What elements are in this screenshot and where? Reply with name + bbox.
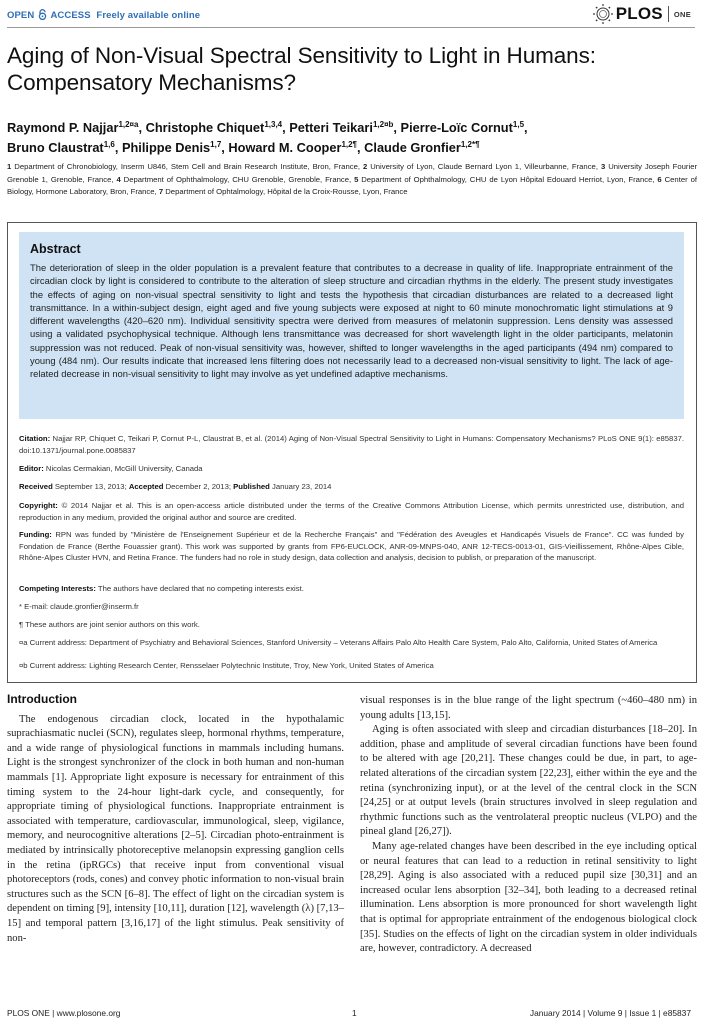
plos-one-logo [592, 3, 691, 25]
author: Petteri Teikari$^{1,2¤b}$, [289, 120, 401, 135]
journal-header [7, 6, 697, 26]
citation: Citation: Najjar RP, Chiquet C, Teikari P, Cornut P-L, Claustrat B, et al. (2014) Aging of Non-Visual Spectral Sensitivity to Light in Humans: Compensatory Mechanisms? PLoS ONE 9(1): e85837. doi:10.1371/journal.pone.0085837 [19, 434, 685, 455]
freely-available-label: Freely available online [96, 10, 201, 21]
page-number: 1 [352, 1008, 357, 1018]
author: Christophe Chiquet$^{1,3,4}$, [145, 120, 290, 135]
introduction-heading: Introduction [7, 692, 77, 706]
author-list [7, 118, 697, 158]
author: Raymond P. Najjar$^{1,2¤a}$, [7, 120, 146, 135]
logo-divider [668, 6, 669, 22]
abstract-text: The deterioration of sleep in the older population is a prevalent feature that contributes to a decrease in quality of life. Inappropriate entrainment of the circadian clock by light is considered to contribute to the alteration of sleep structure and circadian rhythms in the elderly. The present study investigates the effects of aging on non-visual spectral sensitivity to light and tests the hypothesis that circadian disturbances are related to a decreased light transmittance. In a within-subject design, eight aged and five young subjects were exposed at night to 60 minute monochromatic light stimulations at 9 different wavelengths (420–620 nm). Individual sensitivity spectra were derived from measures of melatonin suppression. Lens density was assessed using a validated psychophysical technique. Although lens transmittance was decreased for short wavelength light in the older participants, melatonin suppression was not reduced. Peak of non-visual sensitivity was, however, shifted to longer wavelengths in the aged participants (494 nm) compared to young (484 nm). Our results indicate that increased lens filtering does not necessarily lead to a decreased non-visual sensitivity to light. The lack of age-related decrease in non-visual sensitivity to light may involve as yet undefined adaptive mechanisms. [30, 262, 673, 380]
author: Pierre-Loïc Cornut$^{1,5}$, [400, 120, 528, 135]
competing-interests: Competing Interests: The authors have declared that no competing interests exist. [19, 584, 304, 593]
open-lock-icon [38, 9, 47, 20]
open-access-label: OPEN [7, 10, 35, 21]
affiliations: 1 Department of Chronobiology, Inserm U846, Stem Cell and Brain Research Institute, Bron, France, 2 University of Lyon, Claude Bernard Lyon 1, Villeurbanne, France, 3 University Joseph Fourier Grenoble 1, Grenoble, France, 4 Department of Ophthalmology, CHU Grenoble, Grenoble, France, 5 Department of Ophthalmology, CHU de Lyon Hôpital Edouard Herriot, Lyon, France, 6 Center of Biology, Hormone Laboratory, Bron, France, 7 Department of Ophtalmology, Hôpital de la Croix-Rousse, Lyon, France [7, 162, 698, 197]
journal-site: PLOS ONE | www.plosone.org [7, 1008, 121, 1018]
author: Howard M. Cooper$^{1,2\P}$, [228, 140, 365, 155]
body-paragraph: visual responses is in the blue range of the light spectrum (~460–480 nm) in young adults [13,15]. [360, 695, 697, 721]
joint-senior-note: ¶ These authors are joint senior authors on this work. [19, 620, 200, 629]
corresponding-email[interactable]: * E-mail: claude.gronfier@inserm.fr [19, 602, 139, 611]
plos-sun-icon [592, 3, 614, 25]
article-title: Aging of Non-Visual Spectral Sensitivity to Light in Humans: Compensatory Mechanisms? [7, 43, 596, 95]
editor: Editor: Nicolas Cermakian, McGill University, Canada [19, 464, 203, 473]
author: Philippe Denis$^{1,7}$, [121, 140, 229, 155]
copyright: Copyright: © 2014 Najjar et al. This is an open-access article distributed under the terms of the Creative Commons Attribution License, which permits unrestricted use, distribution, and reproduction in any medium, provided the original author and source are credited. [19, 501, 685, 522]
access-label: ACCESS [50, 10, 91, 21]
body-paragraph: Many age-related changes have been described in the eye including optical or neural features that can lead to a reduction in retinal sensitivity to light [28,29]. Aging is also associated with a reduced pupil size [30,31] and an increased ocular lens absorption [32–34], both leading to a decreased retinal illumination. Lens absorption is more pronounced for short wavelength light that is optimal for appropriate entrainment of the endogenous biological clock [35]. Studies on the effects of light on the circadian system in older individuals are, however, contradictory. A decreased [360, 840, 697, 955]
abstract-panel [19, 232, 684, 419]
body-paragraph: The endogenous circadian clock, located in the hypothalamic suprachiasmatic nuclei (SCN), regulates sleep, hormonal rhythms, temperature, and a wide range of physiological functions in mammals including humans. Light is the strongest synchronizer of the clock in both human and non-human mammals [1]. Appropriate light exposure is necessary for entrainment of this timing system to the 24-hour light-dark cycle, and consequently, for appropriate timing of physiological functions. Inappropriate entrainment is associated with temperature, cardiovascular, immunological, sleep, vigilance, memory, and neurocognitive alterations [2–5]. Circadian photo-entrainment is mediated by intrinsically photoreceptive melanopsin expressing ganglion cells in the retina (ipRGCs) that receive input from conventional visual photoreceptors (rods, cones) and convey photic information to non-visual brain structures such as the SCN [6–8]. The effect of light on the circadian system is dependent on timing [9], intensity [10,11], duration [12], wavelength (λ) [7,13–15] and temporal pattern [3,16,17] of the light stimulus. Peak sensitivity of non- [7, 713, 344, 944]
current-address-b: ¤b Current address: Lighting Research Center, Rensselaer Polytechnic Institute, Troy, New York, United States of America [19, 661, 434, 670]
body-column-right [360, 694, 697, 957]
author: Claude Gronfier$^{1,2*\P}$ [364, 140, 480, 155]
body-paragraph: Aging is often associated with sleep and circadian disturbances [18–20]. In addition, phase and amplitude of several circadian functions have been found to be altered with age [20,21]. These changes could be due, in part, to age-related alterations of the circadian system [22,23], either within the eye and the retina (synchronizing input), or at the level of the central clock in the SCN [24,25] or at output levels (brain structures involved in sleep regulation and rhythmic functions such as the ventrolateral preoptic nucleus (VLPO) and the pineal gland [26,27]). [360, 724, 697, 838]
abstract-heading: Abstract [30, 242, 81, 256]
current-address-a: ¤a Current address: Department of Psychiatry and Behavioral Sciences, Stanford University – Veterans Affairs Palo Alto Health Care System, Palo Alto, California, United States of America [19, 638, 658, 647]
plos-wordmark: PLOS [615, 4, 663, 23]
funding: Funding: RPN was funded by "Ministère de l'Enseignement Supérieur et de la Recherche Français" and "Fédération des Aveugles et Handicapés Visuels de France". CC was funded by Fondation de France (Berthe Fouassier grant). This work was supported by grants from FP6-EUCLOCK, ANR-09-MNPS-040, ANR 12-TECS-0013-01, GIS-Vieillissement, Rhône-Alpes Cible, Rhône-Alpes Cluster HVN, and Retina France. The funders had no role in study design, data collection and analysis, decision to publish, or preparation of the manuscript. [19, 530, 684, 563]
body-column-left [7, 692, 344, 946]
issue-info: January 2014 | Volume 9 | Issue 1 | e85837 [529, 1008, 691, 1018]
dates: Received September 13, 2013; Accepted December 2, 2013; Published January 23, 2014 [19, 482, 332, 491]
one-wordmark: ONE [673, 9, 691, 19]
open-access-badge [7, 9, 200, 21]
abstract-box [7, 222, 697, 683]
header-rule [7, 27, 695, 28]
author: Bruno Claustrat$^{1,6}$, [7, 140, 122, 155]
